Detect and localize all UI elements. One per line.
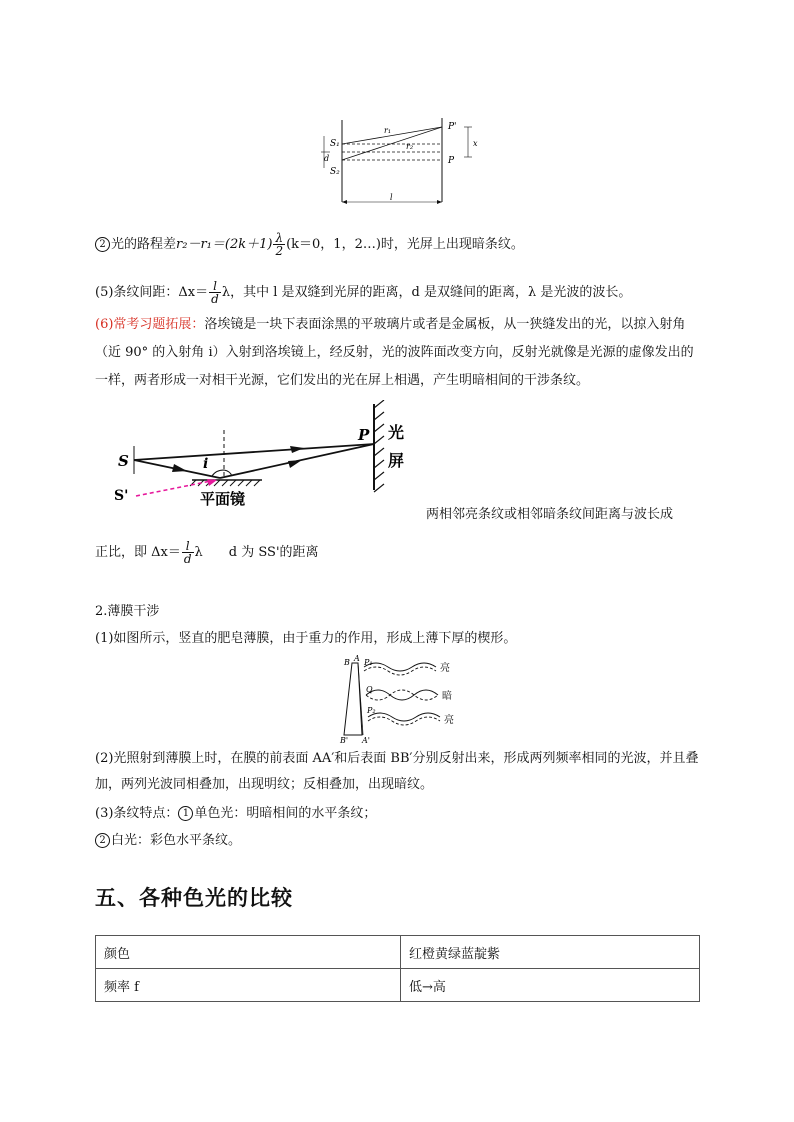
fringe-spacing-line [95, 280, 631, 305]
fraction-denominator: 2 [275, 244, 284, 258]
label-b-prime: B' [340, 736, 349, 745]
label-p1: P₁ [364, 658, 373, 667]
thin-film-paragraph-1: (1)如图所示，竖直的肥皂薄膜，由于重力的作用，形成上薄下厚的楔形。 [95, 631, 517, 646]
label-s2: S₂ [330, 167, 340, 177]
suffix: λ，其中 l 是双缝到光屏的距离，d 是双缝间的距离，λ 是光波的波长。 [221, 285, 632, 300]
label-a: A [354, 655, 360, 663]
p4-text: 白光：彩色水平条纹。 [111, 833, 242, 848]
caption-suffix: λ d 为 SS'的距离 [194, 545, 319, 560]
thin-film-figure [336, 655, 466, 745]
text: 光的路程差 [111, 237, 177, 252]
label-a-prime: A' [362, 736, 370, 745]
path-difference-line [95, 232, 524, 257]
label-i: i [203, 456, 209, 472]
fraction [273, 232, 285, 257]
circled-number: 2 [95, 833, 110, 848]
label-bright-bottom: 亮 [444, 715, 454, 726]
table-row [96, 969, 700, 1002]
label-l: l [390, 193, 393, 202]
lloyd-caption-continued [95, 540, 319, 565]
label-p2: P₂ [367, 706, 376, 715]
label-p: P [448, 156, 455, 166]
label-d: d [324, 154, 330, 163]
fraction-numerator: λ [273, 232, 285, 245]
circled-number: 1 [178, 806, 193, 821]
fraction [209, 280, 221, 305]
thin-film-title: 2.薄膜干涉 [95, 604, 160, 619]
table-cell-label: 频率 f [96, 969, 401, 1002]
table-cell-value: 低→高 [401, 969, 700, 1002]
double-slit-figure [318, 114, 488, 210]
thin-film-paragraph-3 [95, 805, 376, 823]
thin-film-paragraph-4 [95, 832, 241, 850]
label-dark: 暗 [442, 691, 452, 702]
label-b: B [344, 658, 350, 667]
fraction-numerator: l [182, 540, 194, 553]
formula: r₂－r₁＝(2k＋1) [176, 237, 273, 252]
label-s1: S₁ [330, 139, 340, 149]
fraction-numerator: l [209, 280, 221, 293]
label-mirror: 平面镜 [200, 490, 246, 508]
prefix: (5)条纹间距：Δx＝ [95, 285, 209, 300]
label-s-prime: S' [114, 488, 129, 504]
label-r1: r₁ [384, 126, 392, 135]
fraction-denominator: d [211, 292, 219, 306]
color-comparison-table [95, 935, 700, 1002]
label-q: Q [366, 685, 373, 694]
lloyd-mirror-figure [112, 400, 417, 512]
lloyd-caption-right: 两相邻亮条纹或相邻暗条纹间距离与波长成 [426, 507, 674, 522]
fraction-denominator: d [183, 552, 192, 566]
thin-film-paragraph-2: (2)光照射到薄膜上时，在膜的前表面 AA′和后表面 BB′分别反射出来，形成两列频率相同的光波，并且叠加，两列光波同相叠加，出现明纹；反相叠加，出现暗纹。 [95, 751, 699, 792]
label-p-prime: P' [448, 122, 457, 132]
label-screen-2: 屏 [388, 451, 405, 470]
section-heading: 五、各种色光的比较 [95, 886, 293, 910]
caption-prefix: 正比，即 Δx＝ [95, 545, 181, 560]
formula-tail: (k＝0，1，2…)时，光屏上出现暗条纹。 [286, 237, 524, 252]
lloyd-mirror-paragraph [95, 311, 700, 395]
lloyd-body: 洛埃镜是一块下表面涂黑的平玻璃片或者是金属板，从一狭缝发出的光，以掠入射角（近 90° 的入射角 i）入射到洛埃镜上，经反射，光的波阵面改变方向，反射光就像是光源的虚像发出的一样，两者形成一对相干光源，它们发出的光在屏上相遇，产生明暗相间的干涉条纹。 [95, 317, 694, 388]
label-p: P [358, 426, 370, 444]
table-row [96, 936, 700, 969]
label-x: x [473, 139, 478, 148]
fraction [182, 540, 194, 565]
p3-prefix: (3)条纹特点： [95, 806, 179, 821]
label-s: S [118, 452, 129, 470]
label-screen-1: 光 [388, 423, 405, 442]
lloyd-title: (6)常考习题拓展： [95, 317, 205, 332]
label-bright-top: 亮 [440, 663, 450, 674]
table-cell-value: 红橙黄绿蓝靛紫 [401, 936, 700, 969]
label-r2: r₂ [406, 142, 414, 151]
table-cell-label: 颜色 [96, 936, 401, 969]
p3-text: 单色光：明暗相间的水平条纹； [194, 806, 377, 821]
circled-number: 2 [95, 237, 110, 252]
